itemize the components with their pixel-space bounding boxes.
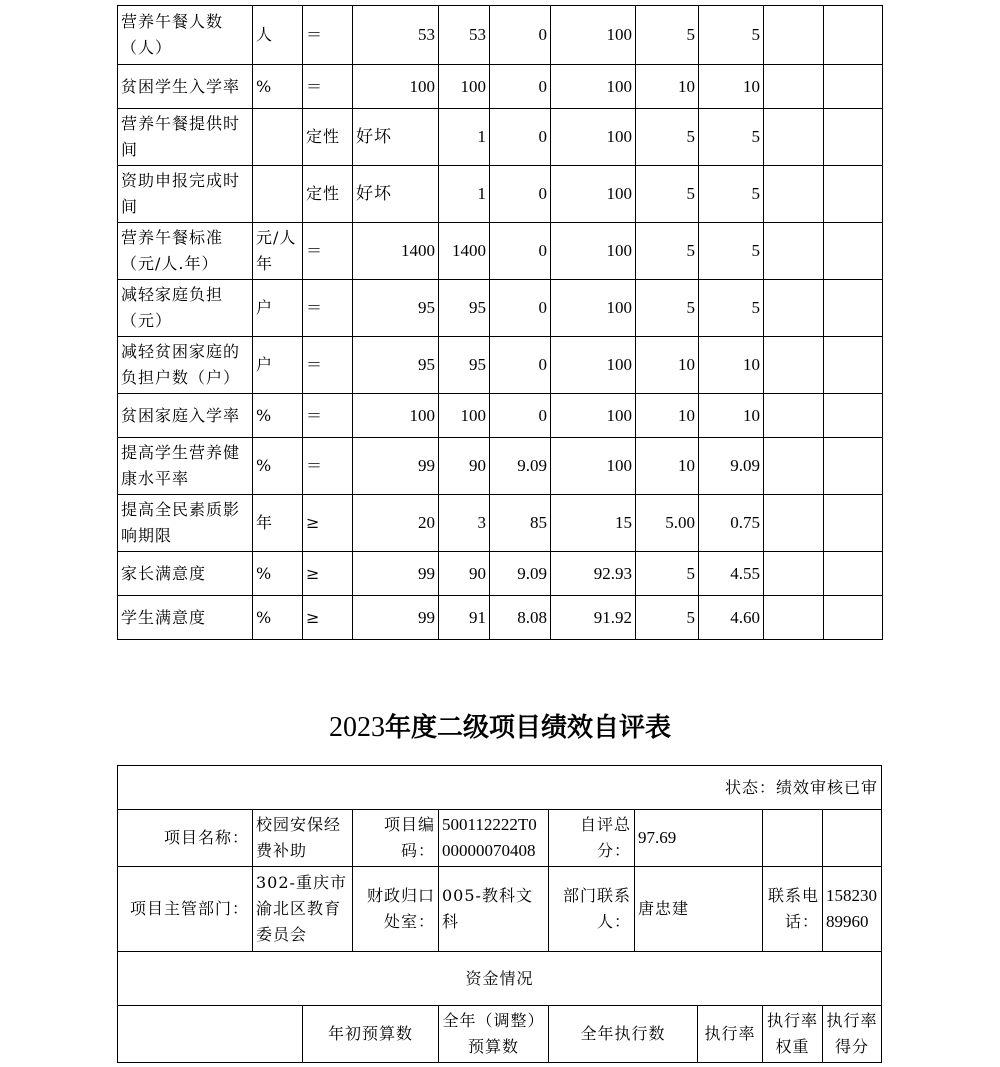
indicator-unit: 元/人年: [253, 223, 303, 280]
indicator-actual: 100: [439, 394, 490, 438]
indicator-weight: 5: [636, 109, 699, 166]
indicator-weight: 10: [636, 438, 699, 495]
indicator-deviation: 85: [490, 495, 551, 552]
indicator-row: [118, 552, 883, 596]
indicator-actual: 53: [439, 6, 490, 65]
indicator-score: 10: [699, 65, 764, 109]
indicator-operator: ＝: [303, 65, 353, 109]
indicator-unit: %: [253, 394, 303, 438]
indicator-name: 家长满意度: [118, 552, 253, 596]
indicator-unit: %: [253, 596, 303, 640]
empty-cell: [764, 6, 824, 65]
indicator-unit: [253, 109, 303, 166]
indicator-unit: 户: [253, 280, 303, 337]
evaluation-form-table: [117, 765, 882, 1063]
indicator-actual: 3: [439, 495, 490, 552]
indicator-completion: 100: [551, 280, 636, 337]
empty-cell: [118, 1006, 303, 1063]
indicator-operator: ≥: [303, 495, 353, 552]
dept-row: [118, 867, 882, 952]
indicator-completion: 100: [551, 65, 636, 109]
empty-cell: [823, 810, 882, 867]
indicator-deviation: 8.08: [490, 596, 551, 640]
empty-cell: [764, 65, 824, 109]
indicator-score: 10: [699, 337, 764, 394]
indicator-weight: 5: [636, 280, 699, 337]
indicator-operator: 定性: [303, 109, 353, 166]
indicator-actual: 95: [439, 337, 490, 394]
indicator-target: 100: [353, 65, 439, 109]
empty-cell: [764, 280, 824, 337]
indicator-target: 99: [353, 596, 439, 640]
indicator-unit: %: [253, 65, 303, 109]
empty-cell: [824, 6, 883, 65]
title-year: 2023: [328, 712, 385, 743]
finance-value: 005-教科文科: [439, 867, 549, 952]
indicator-table: [117, 5, 883, 640]
indicator-target: 20: [353, 495, 439, 552]
indicator-target: 95: [353, 280, 439, 337]
indicator-name: 资助申报完成时间: [118, 166, 253, 223]
indicator-score: 0.75: [699, 495, 764, 552]
indicator-operator: ＝: [303, 223, 353, 280]
indicator-name: 营养午餐人数（人）: [118, 6, 253, 65]
empty-cell: [824, 495, 883, 552]
dept-label: 项目主管部门：: [118, 867, 253, 952]
indicator-operator: 定性: [303, 166, 353, 223]
empty-cell: [764, 596, 824, 640]
indicator-target: 99: [353, 552, 439, 596]
empty-cell: [764, 223, 824, 280]
indicator-actual: 91: [439, 596, 490, 640]
indicator-unit: 户: [253, 337, 303, 394]
indicator-deviation: 0: [490, 166, 551, 223]
empty-cell: [764, 166, 824, 223]
empty-cell: [824, 552, 883, 596]
indicator-name: 学生满意度: [118, 596, 253, 640]
indicator-score: 5: [699, 166, 764, 223]
indicator-target: 99: [353, 438, 439, 495]
indicator-actual: 1400: [439, 223, 490, 280]
finance-label: 财政归口处室：: [353, 867, 439, 952]
empty-cell: [824, 337, 883, 394]
indicator-completion: 92.93: [551, 552, 636, 596]
indicator-deviation: 0: [490, 394, 551, 438]
indicator-deviation: 0: [490, 65, 551, 109]
indicator-name: 贫困家庭入学率: [118, 394, 253, 438]
indicator-deviation: 9.09: [490, 438, 551, 495]
indicator-completion: 100: [551, 337, 636, 394]
indicator-unit: 人: [253, 6, 303, 65]
indicator-deviation: 0: [490, 6, 551, 65]
indicator-target: 好坏: [353, 109, 439, 166]
indicator-name: 减轻家庭负担（元）: [118, 280, 253, 337]
indicator-row: [118, 166, 883, 223]
indicator-actual: 90: [439, 438, 490, 495]
indicator-score: 4.60: [699, 596, 764, 640]
project-code-label: 项目编码：: [353, 810, 439, 867]
col-adjusted-budget: 全年（调整）预算数: [439, 1006, 549, 1063]
indicator-name: 贫困学生入学率: [118, 65, 253, 109]
indicator-target: 95: [353, 337, 439, 394]
indicator-score: 5: [699, 109, 764, 166]
empty-cell: [824, 109, 883, 166]
project-name-value: 校园安保经费补助: [253, 810, 353, 867]
col-executed: 全年执行数: [549, 1006, 698, 1063]
empty-cell: [763, 810, 823, 867]
self-score-value: 97.69: [635, 810, 763, 867]
indicator-actual: 90: [439, 552, 490, 596]
indicator-target: 100: [353, 394, 439, 438]
self-score-label: 自评总分：: [549, 810, 635, 867]
indicator-unit: %: [253, 552, 303, 596]
indicator-row: [118, 109, 883, 166]
empty-cell: [764, 495, 824, 552]
empty-cell: [824, 223, 883, 280]
page-title: [0, 707, 1000, 744]
empty-cell: [764, 109, 824, 166]
empty-cell: [824, 394, 883, 438]
indicator-score: 5: [699, 223, 764, 280]
indicator-operator: ＝: [303, 280, 353, 337]
empty-cell: [824, 280, 883, 337]
indicator-weight: 5: [636, 166, 699, 223]
indicator-actual: 95: [439, 280, 490, 337]
indicator-completion: 100: [551, 223, 636, 280]
phone-value: 15823089960: [823, 867, 882, 952]
empty-cell: [824, 596, 883, 640]
dept-value: 302-重庆市渝北区教育委员会: [253, 867, 353, 952]
indicator-completion: 91.92: [551, 596, 636, 640]
indicator-deviation: 0: [490, 109, 551, 166]
indicator-score: 5: [699, 6, 764, 65]
indicator-score: 4.55: [699, 552, 764, 596]
col-rate: 执行率: [698, 1006, 763, 1063]
indicator-row: [118, 394, 883, 438]
indicator-operator: ＝: [303, 438, 353, 495]
empty-cell: [764, 438, 824, 495]
indicator-target: 好坏: [353, 166, 439, 223]
empty-cell: [764, 394, 824, 438]
indicator-weight: 5: [636, 552, 699, 596]
indicator-weight: 10: [636, 394, 699, 438]
col-rate-weight: 执行率权重: [763, 1006, 823, 1063]
contact-label: 部门联系人：: [549, 867, 635, 952]
indicator-unit: %: [253, 438, 303, 495]
indicator-row: [118, 65, 883, 109]
indicator-actual: 1: [439, 109, 490, 166]
indicator-row: [118, 223, 883, 280]
indicator-completion: 100: [551, 166, 636, 223]
phone-label: 联系电话：: [763, 867, 823, 952]
indicator-deviation: 0: [490, 223, 551, 280]
col-rate-score: 执行率得分: [823, 1006, 882, 1063]
indicator-completion: 15: [551, 495, 636, 552]
indicator-score: 10: [699, 394, 764, 438]
indicator-row: [118, 337, 883, 394]
project-row: [118, 810, 882, 867]
indicator-target: 53: [353, 6, 439, 65]
empty-cell: [824, 438, 883, 495]
indicator-weight: 5.00: [636, 495, 699, 552]
indicator-operator: ＝: [303, 394, 353, 438]
contact-value: 唐忠建: [635, 867, 763, 952]
indicator-target: 1400: [353, 223, 439, 280]
empty-cell: [764, 337, 824, 394]
indicator-deviation: 0: [490, 280, 551, 337]
indicator-operator: ＝: [303, 6, 353, 65]
indicator-weight: 10: [636, 65, 699, 109]
indicator-operator: ≥: [303, 552, 353, 596]
empty-cell: [764, 552, 824, 596]
indicator-name: 提高学生营养健康水平率: [118, 438, 253, 495]
indicator-score: 9.09: [699, 438, 764, 495]
empty-cell: [824, 166, 883, 223]
indicator-weight: 5: [636, 596, 699, 640]
indicator-weight: 10: [636, 337, 699, 394]
indicator-completion: 100: [551, 109, 636, 166]
indicator-operator: ＝: [303, 337, 353, 394]
indicator-actual: 100: [439, 65, 490, 109]
indicator-name: 营养午餐提供时间: [118, 109, 253, 166]
indicator-row: [118, 6, 883, 65]
status-text: 状态：绩效审核已审: [118, 766, 882, 810]
indicator-row: [118, 438, 883, 495]
project-name-label: 项目名称：: [118, 810, 253, 867]
indicator-deviation: 0: [490, 337, 551, 394]
funds-heading-row: [118, 952, 882, 1006]
indicator-completion: 100: [551, 6, 636, 65]
indicator-deviation: 9.09: [490, 552, 551, 596]
indicator-unit: [253, 166, 303, 223]
indicator-unit: 年: [253, 495, 303, 552]
indicator-weight: 5: [636, 6, 699, 65]
indicator-weight: 5: [636, 223, 699, 280]
indicator-name: 营养午餐标准（元/人.年）: [118, 223, 253, 280]
funds-heading: 资金情况: [118, 952, 882, 1006]
indicator-operator: ≥: [303, 596, 353, 640]
indicator-row: [118, 596, 883, 640]
indicator-score: 5: [699, 280, 764, 337]
indicator-name: 减轻贫困家庭的负担户数（户）: [118, 337, 253, 394]
status-row: [118, 766, 882, 810]
col-initial-budget: 年初预算数: [303, 1006, 439, 1063]
indicator-row: [118, 495, 883, 552]
project-code-value: 500112222T000000070408: [439, 810, 549, 867]
indicator-name: 提高全民素质影响期限: [118, 495, 253, 552]
indicator-actual: 1: [439, 166, 490, 223]
empty-cell: [824, 65, 883, 109]
indicator-row: [118, 280, 883, 337]
funds-columns-row: [118, 1006, 882, 1063]
indicator-completion: 100: [551, 438, 636, 495]
indicator-completion: 100: [551, 394, 636, 438]
title-text: 年度二级项目绩效自评表: [384, 713, 671, 743]
